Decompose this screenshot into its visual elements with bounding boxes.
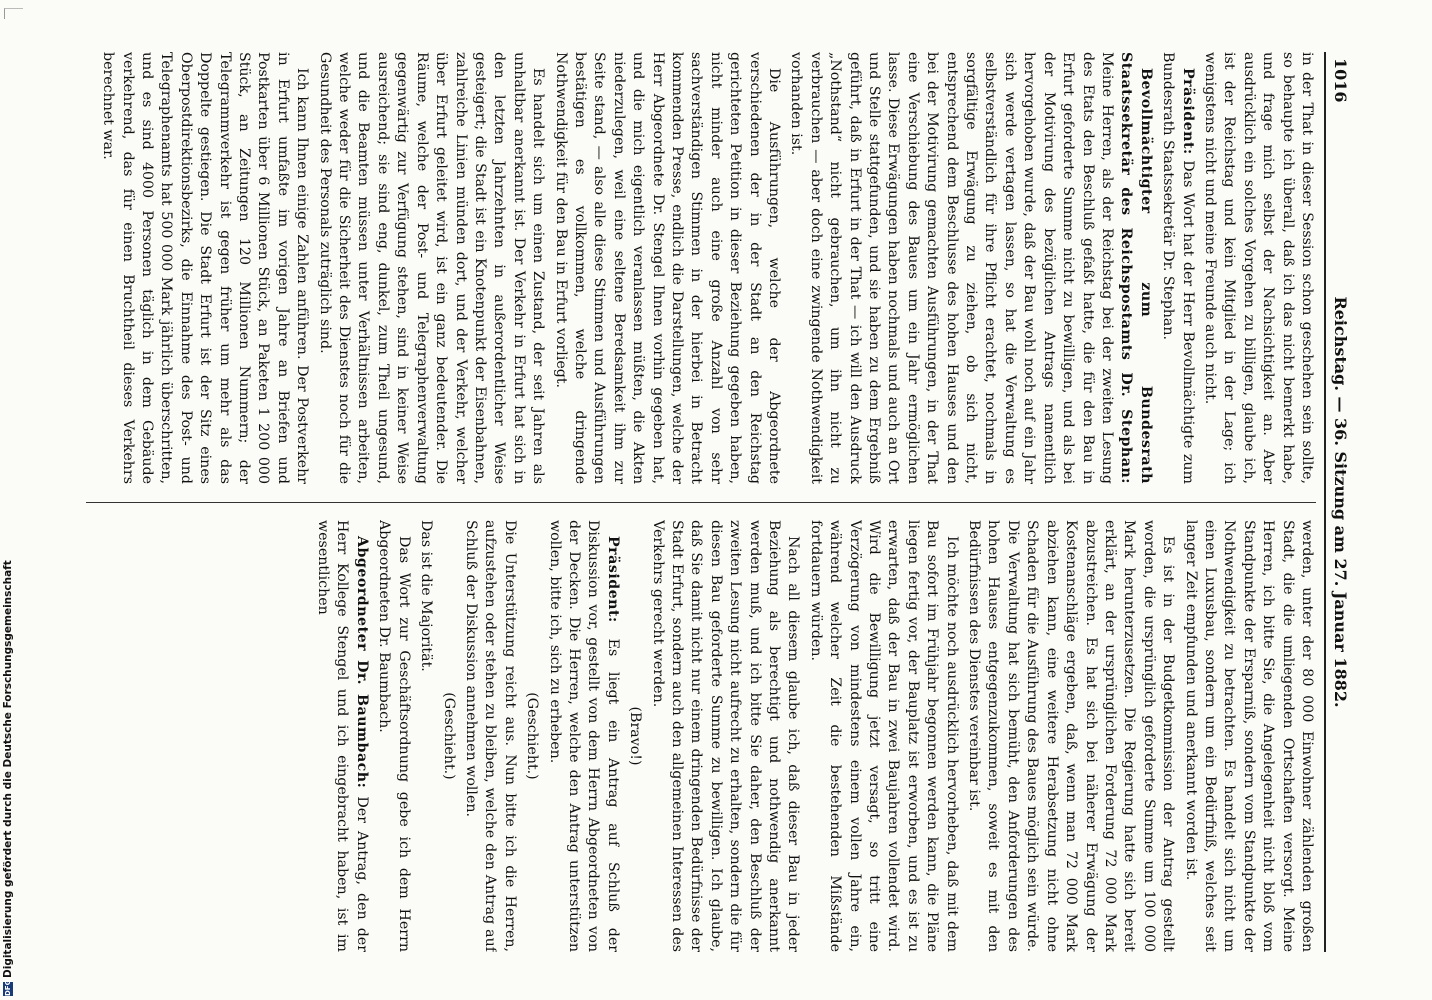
- text-columns: [86, 52, 1316, 952]
- right-column: [86, 520, 1316, 952]
- dfg-logo-icon: DFG: [4, 979, 12, 996]
- document-sheet: [80, 52, 1350, 952]
- speaker-name: Präsident:: [1179, 68, 1196, 155]
- speech-text: Meine Herren, als der Reichstag bei der zweiten Lesung des Etats den Beschluß gefaßt hatte, die für den Bau in Erfurt geforderte Summe nicht zu bewilligen, und als bei der Motivirung des bezüglichen Antrags namentlich hervorgehoben wurde, daß der Bau wohl noch auf ein Jahr sich werde vertagen lassen, so hat die Verwaltung es selbstverständlich für ihre Pflicht erachtet, nochmals in sorgfältige Erwägung zu ziehen, ob sich nicht, entsprechend dem Beschlusse des hohen Hauses und den bei der Motivirung gemachten Ausführungen, in der That eine Verschiebung des Baues um ein Jahr ermöglichen lasse. Diese Erwägungen haben nochmals und auch an Ort und Stelle stattgefunden, und sie haben zu dem Ergebniß geführt, daß in Erfurt in der That — ich will den Ausdruck „Nothstand“ nicht gebrauchen, um ihn nicht zu verbrauchen — aber doch eine zwingende Nothwendigkeit vorhanden ist.: [788, 52, 1115, 484]
- text-paragraph: in der That in dieser Session schon geschehen sein sollte, so behaupte ich überall, daß ich das nicht bemerkt habe, und frage mich selbst der Nachsichtigkeit an. Aber ausdrücklich ein solches Vorgehen zu billigen, glaube ich, ist der Reichstag und kein Mitglied in der Lage; ich wenigstens nicht und meine Freunde auch nicht.: [1201, 52, 1315, 484]
- speaker-name: Abgeordneter Dr. Baumbach:: [353, 536, 370, 789]
- page-title: Reichstag. — 36. Sitzung am 27. Januar 1882.: [1331, 296, 1350, 708]
- text-paragraph: Das ist die Majorität.: [418, 520, 435, 672]
- stage-direction: (Bravo!): [627, 706, 644, 766]
- text-paragraph: Es handelt sich um einen Zustand, der seit Jahren als unhaltbar anerkannt ist. Der Verkehr in Erfurt hat sich in den letzten Jahrzehnten in außerordentlicher Weise gesteigert; die Stadt ist ein Knotenpunkt der Eisenbahnen, zahlreiche Linien münden dort, und der Verkehr, welcher über Erfurt geleitet wird, ist ein ganz bedeutender. Die Räume, welche der Post- und Telegraphenverwaltung gegenwärtig zur Verfügung stehen, sind in keiner Weise ausreichend; sie sind eng, dunkel, zum Theil ungesund, und die Beamten müssen unter Verhältnissen arbeiten, welche weder für die Sicherheit des Dienstes noch für die Gesundheit des Personals zuträglich sind.: [316, 52, 547, 484]
- footer-credit-text: Digitalisierung gefördert durch die Deutsche Forschungsgemeinschaft: [2, 560, 14, 978]
- text-paragraph: Die Ausführungen, welche der Abgeordnete verschiedenen der in der Stadt an den Reichstag gerichteten Petition in dieser Beziehung gegeben haben, nicht minder auch eine große Anzahl von sehr sachverständigen Stimmen in der hierbei in Betracht kommenden Presse, endlich die Darstellungen, welche der Herr Abgeordnete Dr. Stengel Ihnen vorhin gegeben hat, und die mich eigentlich veranlassen müßten, die Akten niederzulegen, weil eine seltene Beredsamkeit ihm zur Seite stand, — also alle diese Stimmen und Ausführungen bestätigen es vollkommen, welche dringende Nothwendigkeit für den Bau in Erfurt vorliegt.: [552, 52, 783, 484]
- text-paragraph: Ich kann Ihnen einige Zahlen anführen. Der Postverkehr in Erfurt umfaßte im vorigen Jahre an Briefen und Postkarten über 6 Millionen Stück, an Paketen 1 200 000 Stück, an Zeitungen 120 Millionen Nummern; der Telegrammverkehr ist gegen früher um mehr als das Doppelte gestiegen. Die Stadt Erfurt ist der Sitz eines Oberpostdirektionsbezirks, die Einnahme des Post- und Telegraphenamts hat 500 000 Mark jährlich überschritten, und es sind 4000 Personen täglich in dem Gebäude verkehrend, das für einen Bruchtheil dieses Verkehrs berechnet war.: [100, 52, 311, 484]
- speech-paragraph: [313, 520, 371, 952]
- text-paragraph: Es ist in der Budgetkommission der Antrag gestellt worden, die ursprünglich geforderte Summe um 100 000 Mark herunterzusetzen. Die Regierung hatte sich bereit erklärt, an der ursprünglichen Forderung 72 000 Mark abzustreichen. Es hat sich bei näherer Erwägung der Kostenanschläge ergeben, daß, wenn man 72 000 Mark abziehen kann, eine weitere Herabsetzung nicht ohne Schaden für die Ausführung des Baues möglich sein würde. Die Verwaltung hat sich bemüht, den Anforderungen des hohen Hauses entgegenzukommen, soweit es mit den Bedürfnissen des Dienstes vereinbar ist.: [966, 520, 1177, 952]
- speech-text: Es liegt ein Antrag auf Schluß der Diskussion vor, gestellt von dem Herrn Abgeordneten von der Decken. Die Herren, welche den Antrag unterstützen wollen, bitte ich, sich zu erheben.: [546, 520, 621, 952]
- speech-paragraph: [1158, 52, 1197, 484]
- stage-direction: (Geschieht.): [440, 692, 457, 780]
- text-paragraph: Nach all diesem glaube ich, daß dieser Bau in jeder Beziehung als berechtigt und nothwendig anerkannt werden muß, und ich bitte Sie daher, den Beschluß der zweiten Lesung nicht aufrecht zu erhalten, sondern die für diesen Bau geforderte Summe zu bewilligen. Ich glaube, daß Sie damit nicht nur einem dringenden Bedürfnisse der Stadt Erfurt, sondern auch den allgemeinen Interessen des Verkehrs gerecht werden.: [649, 520, 802, 952]
- text-paragraph: Das Wort zur Geschäftsordnung gebe ich dem Herrn Abgeordneten Dr. Baumbach.: [376, 520, 412, 952]
- text-paragraph: werden, unter der 80 000 Einwohner zählenden großen Stadt, die die umliegenden Ortschaften versorgt. Meine Herren, ich bitte Sie, die Angelegenheit nicht bloß vom Standpunkte der Ersparniß, sondern vom Standpunkte der Nothwendigkeit zu betrachten. Es handelt sich nicht um einen Luxusbau, sondern um ein Bedürfniß, welches seit langer Zeit empfunden und anerkannt worden ist.: [1182, 520, 1315, 952]
- text-paragraph: Die Unterstützung reicht aus. Nun bitte ich die Herren, aufzustehen oder stehen zu bleiben, welche den Antrag auf Schluß der Diskussion annehmen wollen.: [462, 520, 518, 952]
- speech-text: Der Antrag, den der Herr Kollege Stengel und ich eingebracht haben, ist im wesentlichen: [315, 520, 370, 952]
- stage-direction: (Geschieht.): [524, 692, 541, 780]
- left-column: [86, 52, 1316, 484]
- text-paragraph: Ich möchte noch ausdrücklich hervorheben, daß mit dem Bau sofort im Frühjahr begonnen werden kann, die Pläne liegen fertig vor, der Bauplatz ist erworben, und es ist zu erwarten, daß der Bau in zwei Baujahren vollendet wird. Wird die Bewilligung jetzt versagt, so tritt eine Verzögerung von mindestens einem vollen Jahre ein, während welcher Zeit die bestehenden Mißstände fortdauern würden.: [807, 520, 960, 952]
- column-divider: [86, 502, 1316, 503]
- speech-text: Das Wort hat der Herr Bevollmächtigte zum Bundesrath Staatssekretär Dr. Stephan.: [1160, 52, 1196, 484]
- page-header: [1324, 52, 1350, 952]
- speech-paragraph: [786, 52, 1155, 484]
- speech-paragraph: [544, 520, 622, 952]
- speaker-name: Präsident:: [604, 536, 621, 623]
- speaker-name: Bevollmächtigter zum Bundesrath Staatssekretär des Reichspostamts Dr. Stephan:: [1118, 52, 1154, 484]
- page-number: 1016: [1331, 58, 1350, 103]
